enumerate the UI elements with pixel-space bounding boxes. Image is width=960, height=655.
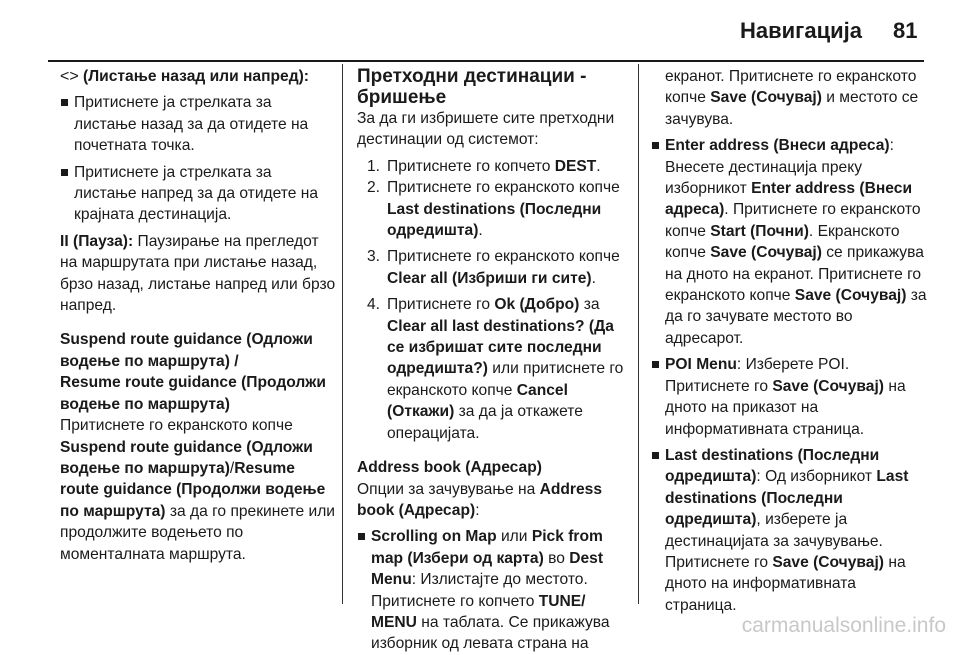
bullet-last-destinations: Last destinations (Последни одредишта): Од изборникот Last destinations (Последни одредишта), изберете ја дестинацијата за зачувување. Притиснете го Save (Сочувај) на дното на информативната страница.: [651, 445, 927, 616]
page-number: 81: [893, 18, 918, 43]
bullet-scrolling-on-map: Scrolling on Map или Pick from map (Избери од карта) во Dest Menu: Излистајте до местото. Притиснете го копчето TUNE/ MENU на таблата. Се прикажува изборник од левата страна на: [357, 526, 631, 654]
header-rule: [48, 60, 924, 62]
address-book-heading: Address book (Адресар): [357, 459, 542, 477]
bullet-enter-address: Enter address (Внеси адреса): Внесете дестинација преку изборникот Enter address (Внеси адреса). Притиснете го екранското копче Start (Почни). Екранското копче Save (Сочувај) се прикажува на дното на екранот. Притиснете го екранското копче Save (Сочувај) за да го зачувате местото во адресарот.: [651, 135, 927, 349]
watermark: carmanualsonline.info: [741, 614, 946, 637]
address-book-intro: Опции за зачувување на Address book (Адресар):: [357, 480, 603, 519]
nav-bullet-forward: Притиснете ја стрелката за листање напред за да отидете на крајната дестинација.: [60, 162, 336, 226]
step-3: 3. Притиснете го екранското копче Clear all (Избриши ги сите).: [367, 248, 620, 287]
step-4: 4. Притиснете го Ok (Добро) за Clear all last destinations? (Да се избришат сите последни одредишта?) или притиснете го екранското копче Cancel (Откажи) за да ја откажете операцијата.: [367, 296, 624, 442]
nav-heading: <> (Листање назад или напред):: [60, 68, 310, 85]
scroll-arrows-icon: <>: [60, 68, 79, 85]
pause-paragraph: II (Пауза): Паузирање на прегледот на маршрутата при листање назад, брзо назад, листање напред или брзо напред.: [60, 232, 336, 315]
step-2: 2. Притиснете го екранското копче Last destinations (Последни одредишта).: [367, 179, 620, 240]
page-header: [0, 0, 960, 62]
column-divider-1: [342, 64, 343, 604]
section-heading-clear: Претходни дестинации - бришење: [357, 66, 587, 108]
bullet-poi-menu: POI Menu: Изберете POI. Притиснете го Save (Сочувај) на дното на приказот на информативната страница.: [651, 354, 927, 440]
column-divider-2: [638, 64, 639, 604]
clear-intro: За да ги избришете сите претходни дестинации од системот:: [357, 110, 615, 149]
column-2: [357, 66, 631, 655]
step-1: 1. Притиснете го копчето DEST.: [367, 157, 601, 175]
suspend-paragraph: Притиснете го екранското копче Suspend route guidance (Одложи водење по маршрута)/Resume route guidance (Продолжи водење по маршрута) за да го прекинете или продолжите водењето по моменталната маршрута.: [60, 417, 336, 563]
column-3: [651, 66, 927, 616]
column-1: [60, 66, 336, 565]
suspend-heading: Suspend route guidance (Одложи водење по маршрута) / Resume route guidance (Продолжи водење по маршрута): [60, 331, 326, 413]
nav-bullet-back: Притиснете ја стрелката за листање назад за да отидете на почетната точка.: [60, 92, 336, 156]
scrolling-continuation: екранот. Притиснете го екранското копче Save (Сочувај) и местото се зачувува.: [665, 68, 919, 128]
page-title: Навигација: [740, 18, 862, 43]
